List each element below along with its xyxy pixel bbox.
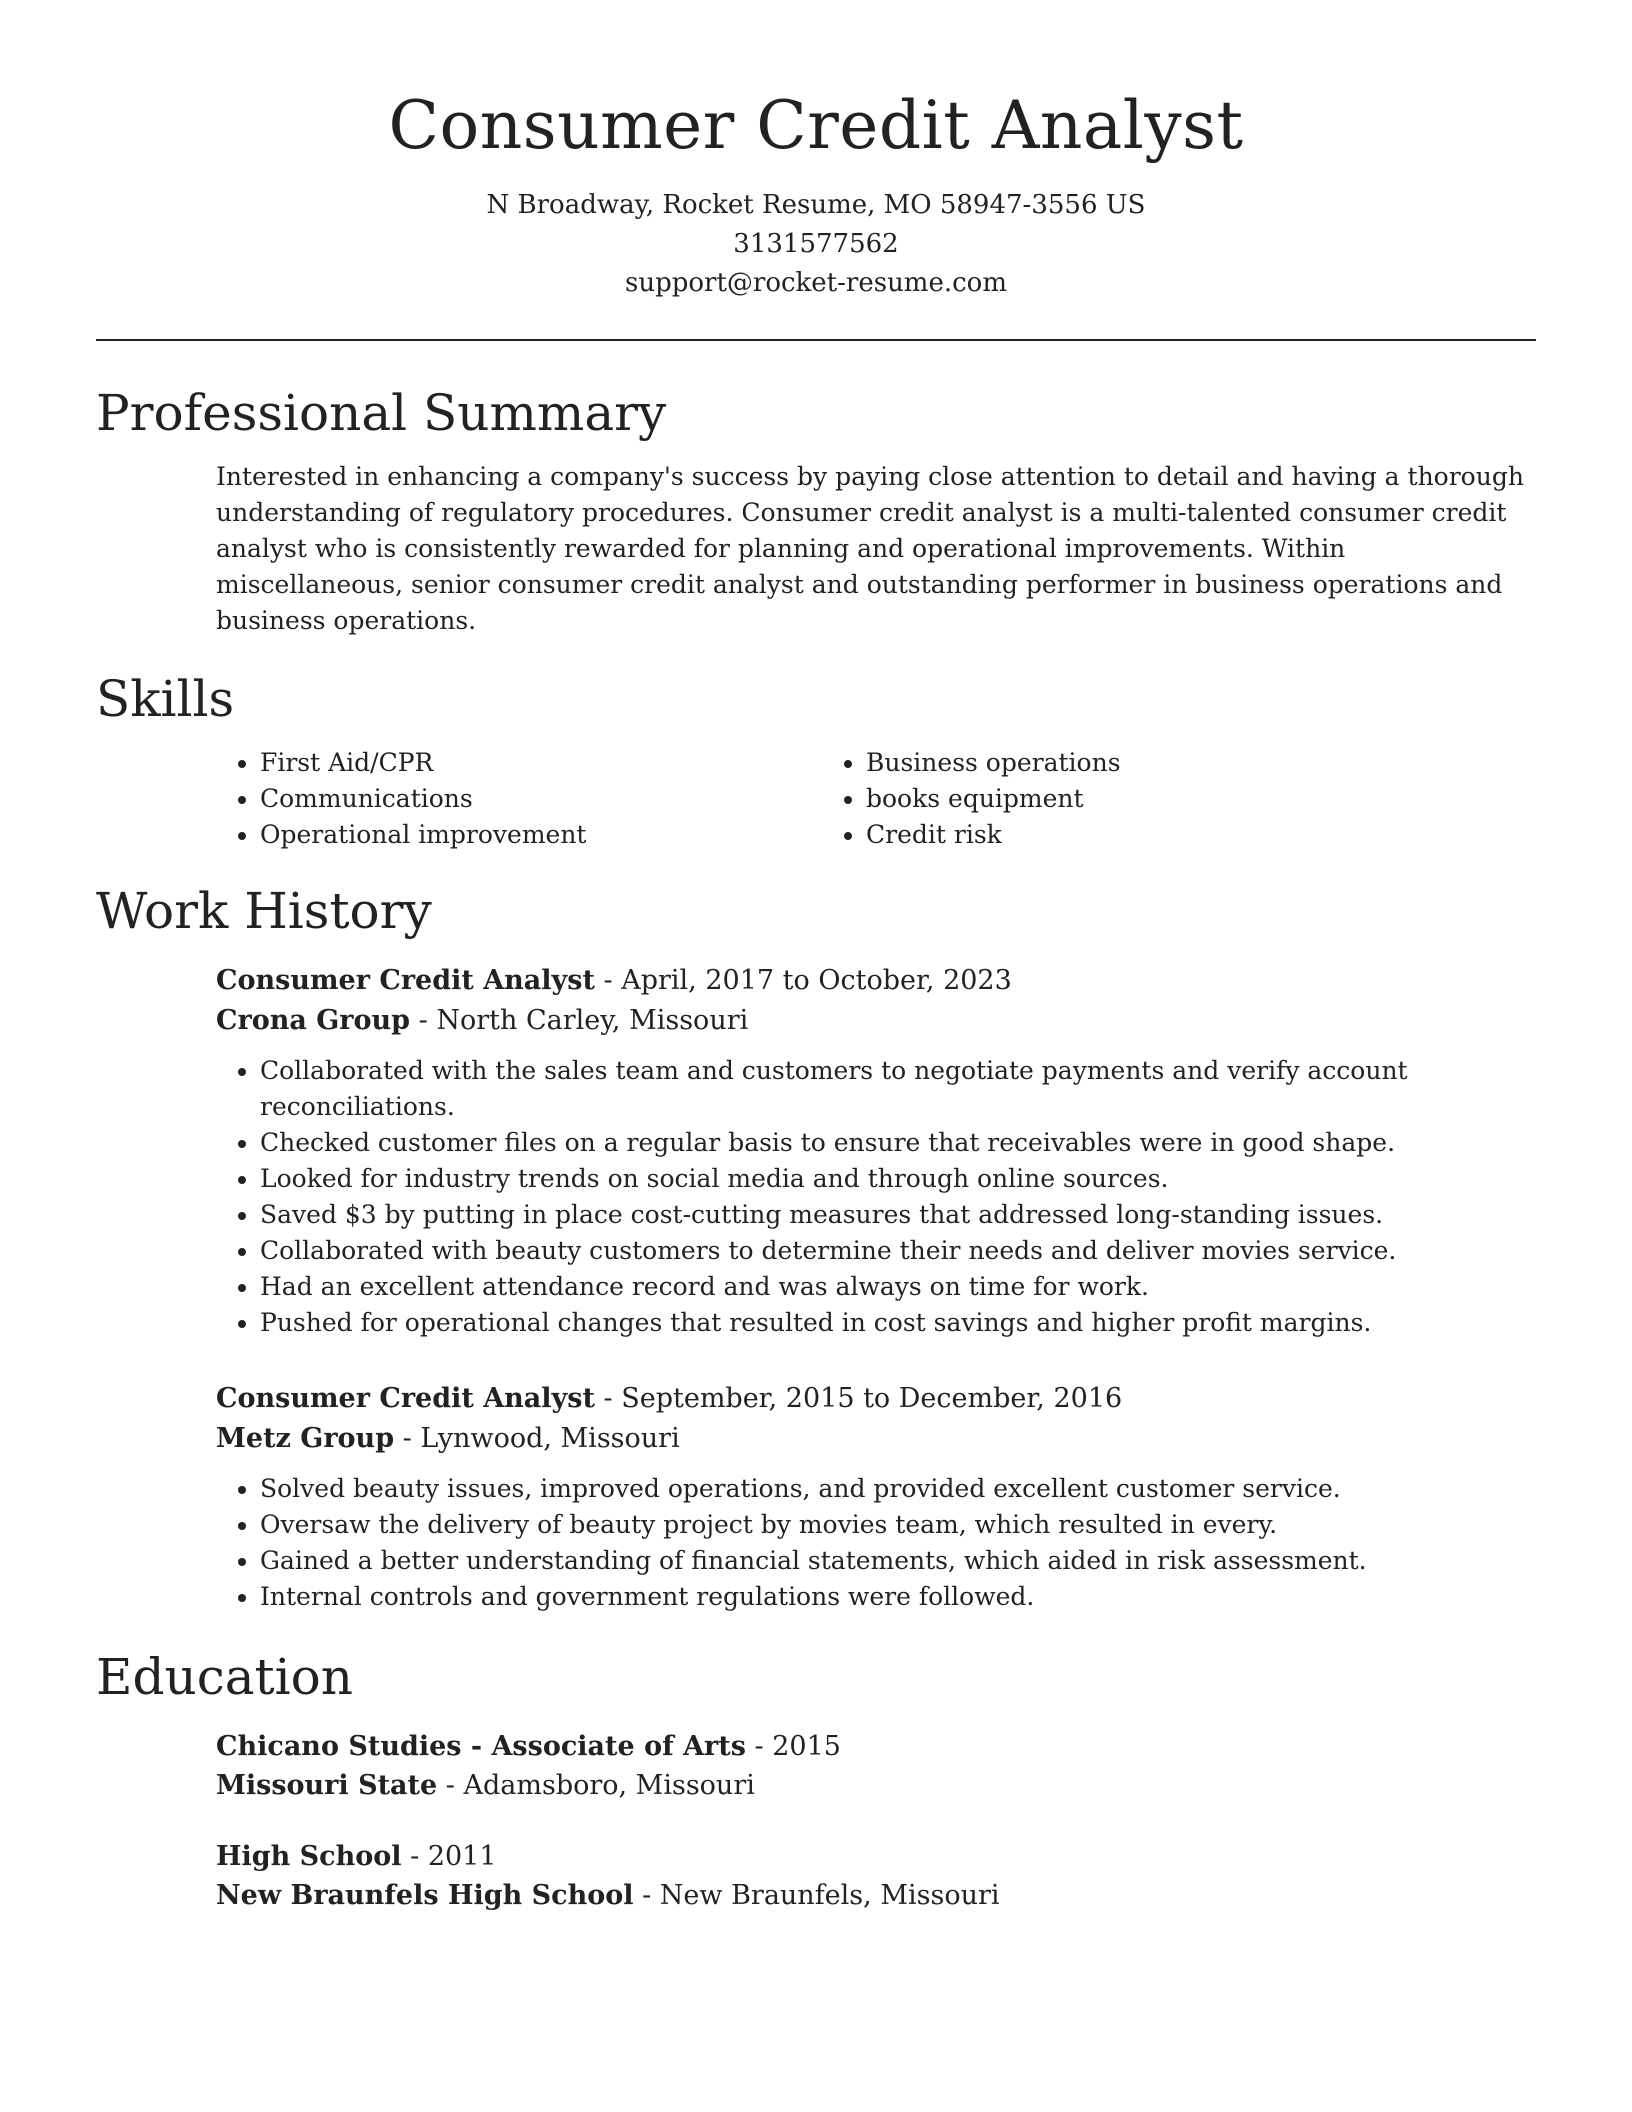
job-role: Consumer Credit Analyst (216, 1383, 595, 1414)
skills-list-right (822, 745, 1428, 853)
resume-header (96, 0, 1536, 303)
work-history-heading: Work History (96, 882, 432, 940)
job-bullets (216, 1053, 1536, 1341)
job-bullet: • Saved $3 by putting in place cost-cutting measures that addressed long-standing issues. (260, 1197, 1536, 1233)
education-heading: Education (96, 1648, 353, 1706)
job-bullets (216, 1471, 1536, 1615)
skill-item: • Communications (260, 781, 822, 817)
skill-item: • Business operations (866, 745, 1428, 781)
job-company: Metz Group (216, 1423, 395, 1454)
education-entry (216, 1837, 1536, 1915)
summary-section (96, 459, 1536, 639)
job-bullet: • Solved beauty issues, improved operations, and provided excellent customer service. (260, 1471, 1536, 1507)
header-divider (96, 339, 1536, 341)
job-bullet: • Collaborated with the sales team and customers to negotiate payments and verify account reconciliations. (260, 1053, 1536, 1125)
job-bullet: • Looked for industry trends on social media and through online sources. (260, 1161, 1536, 1197)
job-entry (216, 1379, 1536, 1615)
education-degree: Chicano Studies - Associate of Arts (216, 1731, 746, 1762)
education-year: - 2011 (401, 1841, 497, 1872)
job-bullet: • Checked customer files on a regular basis to ensure that receivables were in good shape. (260, 1125, 1536, 1161)
job-company: Crona Group (216, 1005, 411, 1036)
candidate-name: Consumer Credit Analyst (388, 87, 1244, 164)
work-history-section (96, 961, 1536, 1615)
education-year: - 2015 (745, 1731, 841, 1762)
job-bullet: • Pushed for operational changes that resulted in cost savings and higher profit margins. (260, 1305, 1536, 1341)
contact-phone: 3131577562 (733, 229, 899, 259)
contact-email: support@rocket-resume.com (624, 268, 1007, 298)
skill-item: • First Aid/CPR (260, 745, 822, 781)
skill-item: • Operational improvement (260, 817, 822, 853)
education-degree-line (216, 1727, 1536, 1766)
contact-address: N Broadway, Rocket Resume, MO 58947-3556 US (486, 190, 1146, 220)
skills-section (96, 745, 1536, 853)
job-entry (216, 961, 1536, 1341)
skills-list-left (216, 745, 822, 853)
job-bullet: • Collaborated with beauty customers to determine their needs and deliver movies service. (260, 1233, 1536, 1269)
skills-heading: Skills (96, 670, 235, 728)
job-title-line (216, 961, 1536, 1001)
education-section (96, 1727, 1536, 1915)
job-title-line (216, 1379, 1536, 1419)
education-school-line (216, 1766, 1536, 1805)
job-role: Consumer Credit Analyst (216, 965, 595, 996)
job-company-line (216, 1419, 1536, 1459)
skill-item: • Credit risk (866, 817, 1428, 853)
job-dates: - April, 2017 to October, 2023 (594, 965, 1012, 996)
education-location: - Adamsboro, Missouri (437, 1770, 755, 1801)
education-degree: High School (216, 1841, 402, 1872)
job-location: - Lynwood, Missouri (394, 1423, 680, 1454)
job-bullet: • Had an excellent attendance record and was always on time for work. (260, 1269, 1536, 1305)
job-company-line (216, 1001, 1536, 1041)
education-entry (216, 1727, 1536, 1805)
job-bullet: • Internal controls and government regulations were followed. (260, 1579, 1536, 1615)
education-location: - New Braunfels, Missouri (633, 1880, 1000, 1911)
contact-block (96, 186, 1536, 303)
summary-text: Interested in enhancing a company's success by paying close attention to detail and having a thorough understanding of regulatory procedures. Consumer credit analyst is a multi-talented consumer credit analyst who is consistently rewarded for planning and operational improvements. Within miscellaneous, senior consumer credit analyst and outstanding performer in business operations and business operations. (216, 462, 1524, 635)
education-school-line (216, 1876, 1536, 1915)
education-school: New Braunfels High School (216, 1880, 634, 1911)
skills-columns (216, 745, 1536, 853)
skill-item: • books equipment (866, 781, 1428, 817)
job-dates: - September, 2015 to December, 2016 (594, 1383, 1123, 1414)
education-school: Missouri State (216, 1770, 438, 1801)
job-bullet: • Oversaw the delivery of beauty project by movies team, which resulted in every. (260, 1507, 1536, 1543)
job-bullet: • Gained a better understanding of financial statements, which aided in risk assessment. (260, 1543, 1536, 1579)
education-degree-line (216, 1837, 1536, 1876)
summary-heading: Professional Summary (96, 384, 667, 442)
job-location: - North Carley, Missouri (410, 1005, 749, 1036)
